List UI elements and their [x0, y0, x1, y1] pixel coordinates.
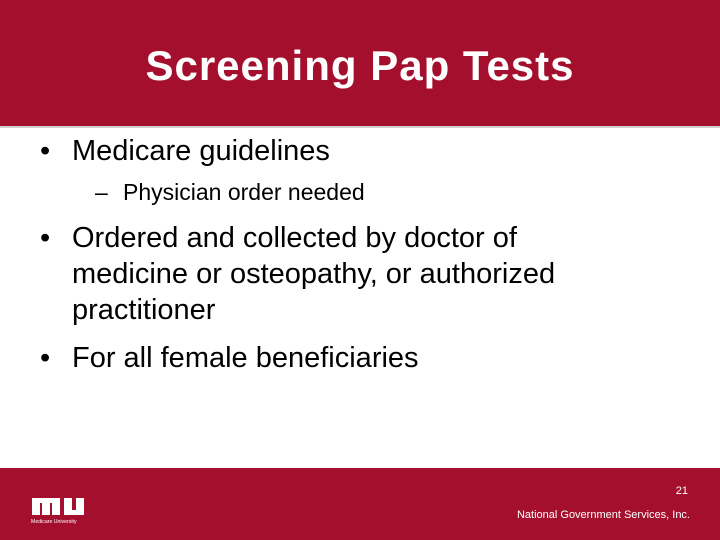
footer-bar: [0, 468, 720, 540]
bullet-marker: •: [40, 342, 51, 374]
medicare-university-logo: [30, 495, 86, 525]
bullet-text: Medicare guidelines: [72, 135, 330, 167]
bullet-text-line: medicine or osteopathy, or authorized: [72, 258, 556, 290]
sub-bullet-marker: –: [95, 179, 108, 205]
bullet-text: For all female beneficiaries: [72, 342, 419, 374]
slide-title: Screening Pap Tests: [145, 42, 575, 89]
bullet-text-line: Ordered and collected by doctor of: [72, 222, 517, 254]
bullet-marker: •: [40, 135, 51, 167]
bullet-marker: •: [40, 222, 51, 254]
svg-text:Medicare University: Medicare University: [31, 519, 77, 525]
page-number: 21: [675, 485, 688, 497]
sub-bullet-text: Physician order needed: [123, 179, 365, 205]
bullet-text-line: practitioner: [72, 294, 216, 326]
company-name: National Government Services, Inc.: [516, 509, 690, 521]
